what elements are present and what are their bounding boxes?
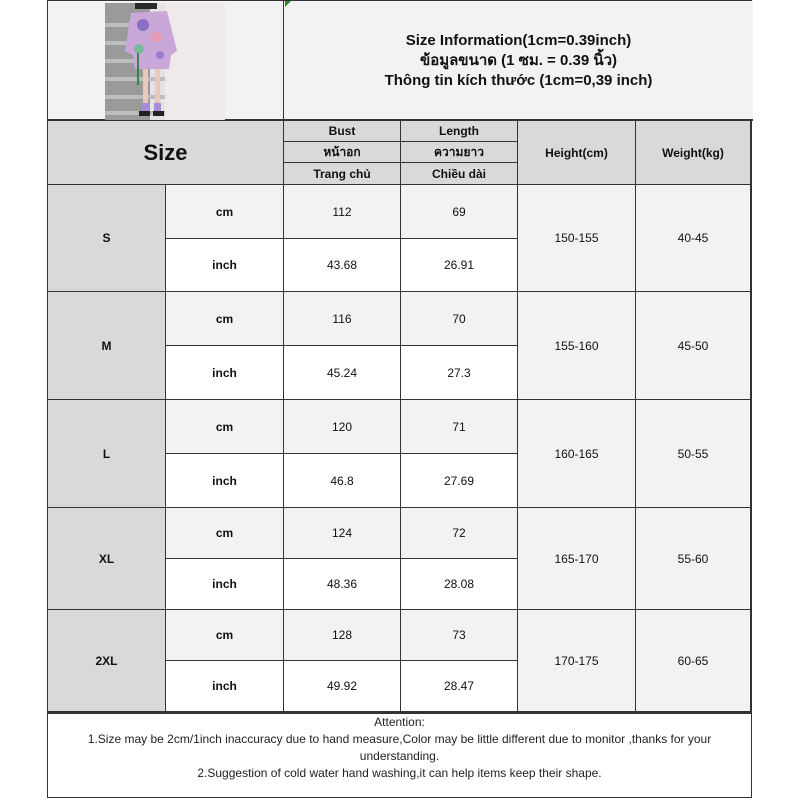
attention-heading: Attention: [374,715,425,729]
size-label-xl: XL [48,508,166,610]
unit-inch: inch [166,559,284,610]
photo-cell [48,1,284,121]
size-label-l: L [48,400,166,508]
bust-cm: 112 [284,185,401,239]
bust-inch: 49.92 [284,661,401,712]
unit-inch: inch [166,239,284,292]
weight-range: 55-60 [636,508,751,610]
size-chart-table [47,0,752,798]
size-header: Size [48,121,284,185]
unit-cm: cm [166,610,284,661]
weight-range: 50-55 [636,400,751,508]
height-range: 160-165 [518,400,636,508]
unit-cm: cm [166,400,284,454]
title-vietnamese: Thông tin kích thước (1cm=0,39 inch) [384,72,653,89]
bust-inch: 46.8 [284,454,401,508]
bust-cm: 116 [284,292,401,346]
length-cm: 71 [401,400,518,454]
title-thai: ข้อมูลขนาด (1 ซม. = 0.39 นิ้ว) [419,52,618,69]
height-range: 170-175 [518,610,636,712]
unit-cm: cm [166,185,284,239]
length-cm: 73 [401,610,518,661]
attention-note-2: 2.Suggestion of cold water hand washing,it can help items keep their shape. [197,766,602,780]
bust-inch: 48.36 [284,559,401,610]
weight-range: 40-45 [636,185,751,292]
unit-cm: cm [166,292,284,346]
length-cm: 70 [401,292,518,346]
attention-note-1: 1.Size may be 2cm/1inch inaccuracy due to hand measure,Color may be little different due to monitor ,thanks for your understanding. [87,732,712,763]
bust-inch: 45.24 [284,346,401,400]
attention-notes [48,712,751,798]
bust-cm: 120 [284,400,401,454]
length-cm: 72 [401,508,518,559]
weight-header: Weight(kg) [636,121,751,185]
size-label-s: S [48,185,166,292]
size-label-2xl: 2XL [48,610,166,712]
length-cm: 69 [401,185,518,239]
size-label-m: M [48,292,166,400]
length-header-en: Length [401,121,518,142]
bust-cm: 124 [284,508,401,559]
bust-header-vi: Trang chủ [284,163,401,185]
unit-inch: inch [166,661,284,712]
title-english: Size Information(1cm=0.39inch) [405,32,632,49]
height-range: 155-160 [518,292,636,400]
bust-cm: 128 [284,610,401,661]
bust-inch: 43.68 [284,239,401,292]
bust-header-en: Bust [284,121,401,142]
height-range: 165-170 [518,508,636,610]
model-photo-illustration [105,3,225,120]
length-inch: 27.3 [401,346,518,400]
length-header-th: ความยาว [401,142,518,163]
height-range: 150-155 [518,185,636,292]
weight-range: 60-65 [636,610,751,712]
unit-inch: inch [166,454,284,508]
bust-header-th: หน้าอก [284,142,401,163]
size-info-title [284,1,753,121]
product-photo [105,3,225,120]
length-inch: 26.91 [401,239,518,292]
unit-cm: cm [166,508,284,559]
corner-flag-icon [285,1,291,7]
weight-range: 45-50 [636,292,751,400]
height-header: Height(cm) [518,121,636,185]
length-inch: 28.08 [401,559,518,610]
unit-inch: inch [166,346,284,400]
length-inch: 27.69 [401,454,518,508]
length-header-vi: Chiều dài [401,163,518,185]
length-inch: 28.47 [401,661,518,712]
